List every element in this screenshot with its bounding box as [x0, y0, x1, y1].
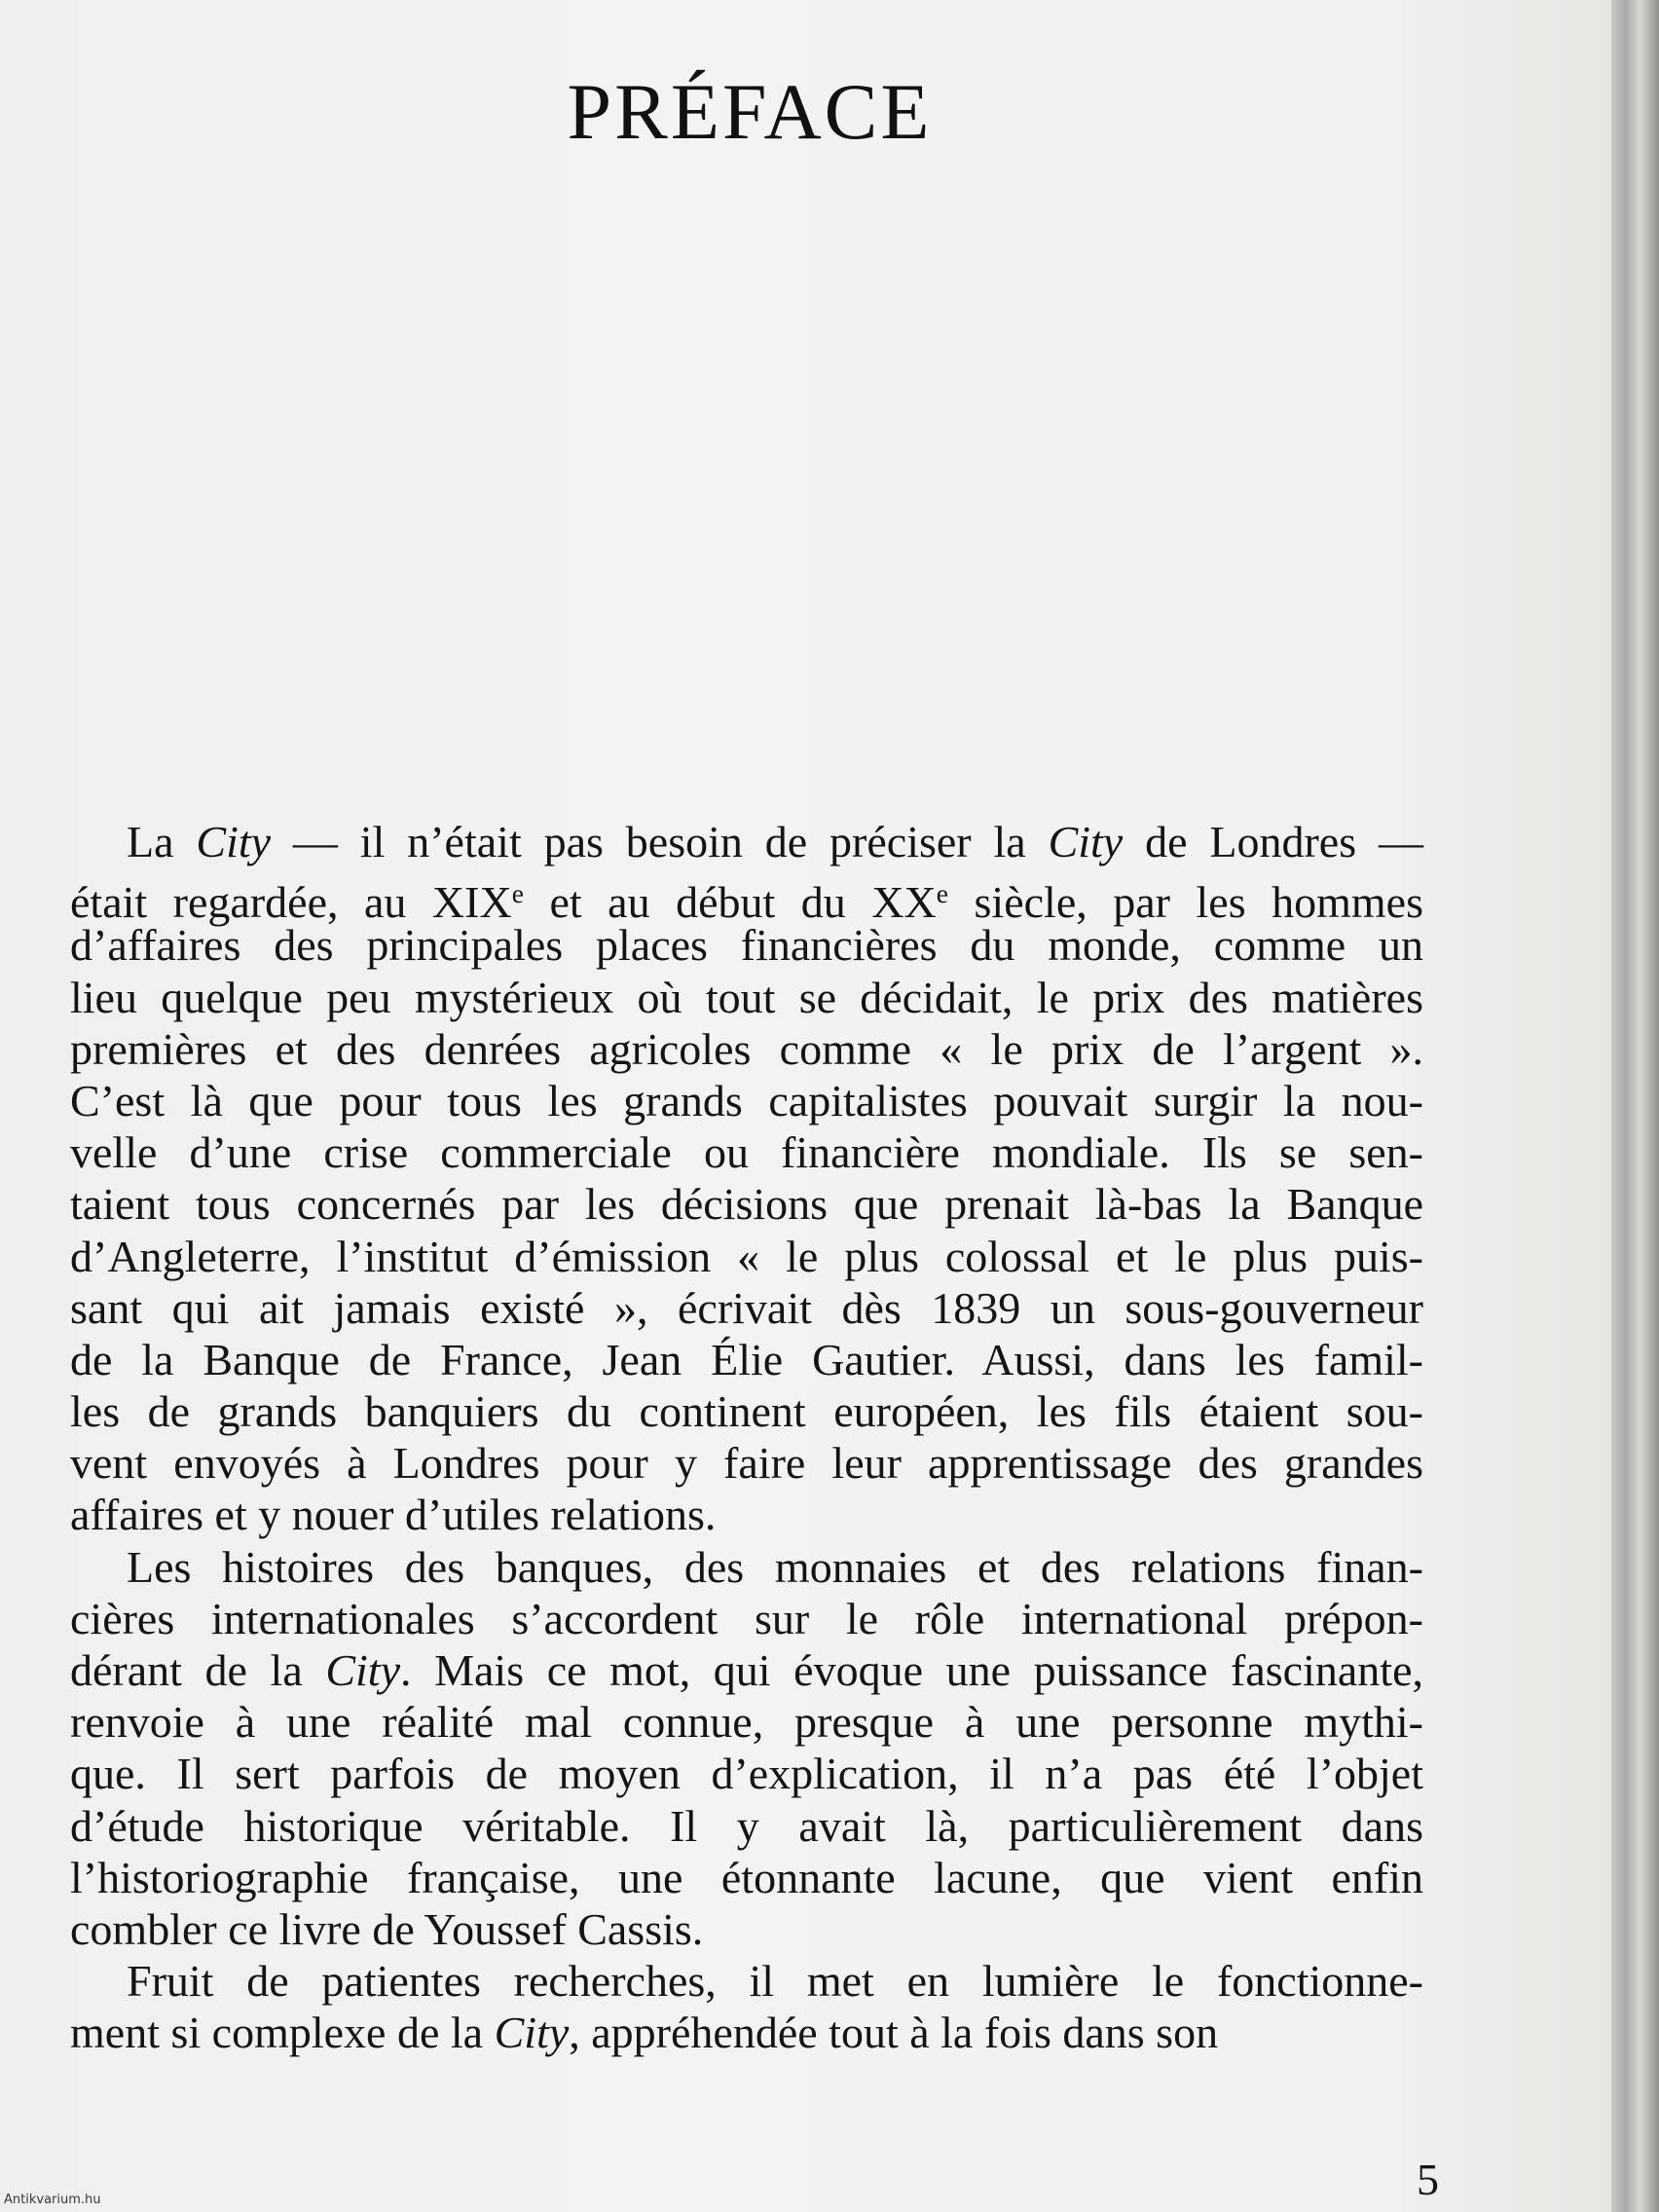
text-segment: d’étude historique véritable. Il y avait là, particulièrement dans	[70, 1800, 1423, 1851]
text-segment: dérant de la	[70, 1645, 326, 1695]
text-segment: La	[127, 817, 197, 866]
text-segment: de Londres —	[1123, 817, 1424, 866]
text-segment: — il n’était pas besoin de préciser la	[271, 817, 1049, 866]
text-line	[70, 1696, 1423, 1748]
text-segment: sant qui ait jamais existé », écrivait dès 1839 un sous-gouverneur	[70, 1282, 1423, 1333]
page-title: PRÉFACE	[567, 67, 933, 156]
italic-term: City	[1048, 817, 1124, 866]
text-line	[70, 972, 1423, 1023]
text-segment: Les histoires des banques, des monnaies et des relations finan-	[127, 1541, 1423, 1592]
text-line	[70, 1178, 1423, 1230]
text-line	[70, 1800, 1423, 1852]
text-line	[70, 1385, 1423, 1437]
text-segment: était regardée, au XIX	[70, 877, 512, 928]
text-segment: . Mais ce mot, qui évoque une puissance fascinante,	[400, 1645, 1423, 1695]
page-number: 5	[1417, 2155, 1439, 2204]
book-spine	[1611, 0, 1659, 2212]
text-segment: taient tous concernés par les décisions que prenait là-bas la Banque	[70, 1179, 1423, 1230]
watermark: Antikvarium.hu	[4, 2193, 101, 2207]
text-segment: l’historiographie française, une étonnante lacune, que vient enfin	[70, 1852, 1423, 1902]
text-line	[70, 1075, 1423, 1126]
text-line	[70, 919, 1423, 971]
paragraph	[70, 816, 1423, 1541]
text-segment: de la Banque de France, Jean Élie Gautier. Aussi, dans les famil-	[70, 1334, 1423, 1384]
text-segment: cières internationales s’accordent sur le rôle international prépon-	[70, 1593, 1423, 1643]
text-segment: combler ce livre de Youssef Cassis.	[70, 1903, 704, 1954]
text-line	[70, 816, 1423, 867]
text-line	[70, 1903, 1423, 1955]
text-line	[70, 1282, 1423, 1334]
text-segment: velle d’une crise commerciale ou financière mondiale. Ils se sen-	[70, 1127, 1423, 1178]
paragraph	[70, 1955, 1423, 2058]
text-line	[70, 2007, 1423, 2058]
century-suffix: e	[511, 878, 524, 909]
text-segment: , appréhendée tout à la fois dans son	[569, 2008, 1219, 2058]
text-segment: vent envoyés à Londres pour y faire leur apprentissage des grandes	[70, 1438, 1423, 1489]
text-line	[70, 1334, 1423, 1385]
italic-term: City	[494, 2008, 570, 2058]
text-line	[70, 1644, 1423, 1696]
text-line	[70, 1231, 1423, 1282]
text-segment: lieu quelque peu mystérieux où tout se décidait, le prix des matières	[70, 972, 1423, 1022]
text-segment: siècle, par les hommes	[948, 877, 1423, 928]
text-line	[70, 1748, 1423, 1799]
text-line	[70, 1852, 1423, 1903]
text-line	[70, 1126, 1423, 1178]
text-line	[70, 1541, 1423, 1593]
text-segment: affaires et y nouer d’utiles relations.	[70, 1490, 717, 1540]
text-line	[70, 1593, 1423, 1644]
text-line	[70, 1437, 1423, 1489]
italic-term: City	[196, 817, 272, 866]
text-segment: les de grands banquiers du continent européen, les fils étaient sou-	[70, 1386, 1423, 1437]
text-segment: que. Il sert parfois de moyen d’explication, il n’a pas été l’objet	[70, 1749, 1423, 1799]
century-suffix: e	[936, 878, 949, 909]
text-segment: premières et des denrées agricoles comme « le prix de l’argent ».	[70, 1023, 1423, 1074]
preface-body	[70, 816, 1423, 2059]
text-segment: Fruit de patientes recherches, il met en lumière le fonctionne-	[127, 1956, 1423, 2007]
text-segment: d’Angleterre, l’institut d’émission « le plus colossal et le plus puis-	[70, 1231, 1423, 1281]
italic-term: City	[325, 1645, 401, 1695]
text-segment: ment si complexe de la	[70, 2008, 495, 2058]
paragraph	[70, 1541, 1423, 1956]
text-line	[70, 1955, 1423, 2007]
text-segment: d’affaires des principales places financières du monde, comme un	[70, 920, 1423, 971]
text-segment: renvoie à une réalité mal connue, presque à une personne mythi-	[70, 1697, 1423, 1748]
text-segment: et au début du XX	[523, 877, 937, 928]
text-segment: C’est là que pour tous les grands capitalistes pouvait surgir la nou-	[70, 1075, 1423, 1125]
text-line	[70, 1489, 1423, 1540]
text-line	[70, 1023, 1423, 1075]
text-line	[70, 867, 1423, 928]
